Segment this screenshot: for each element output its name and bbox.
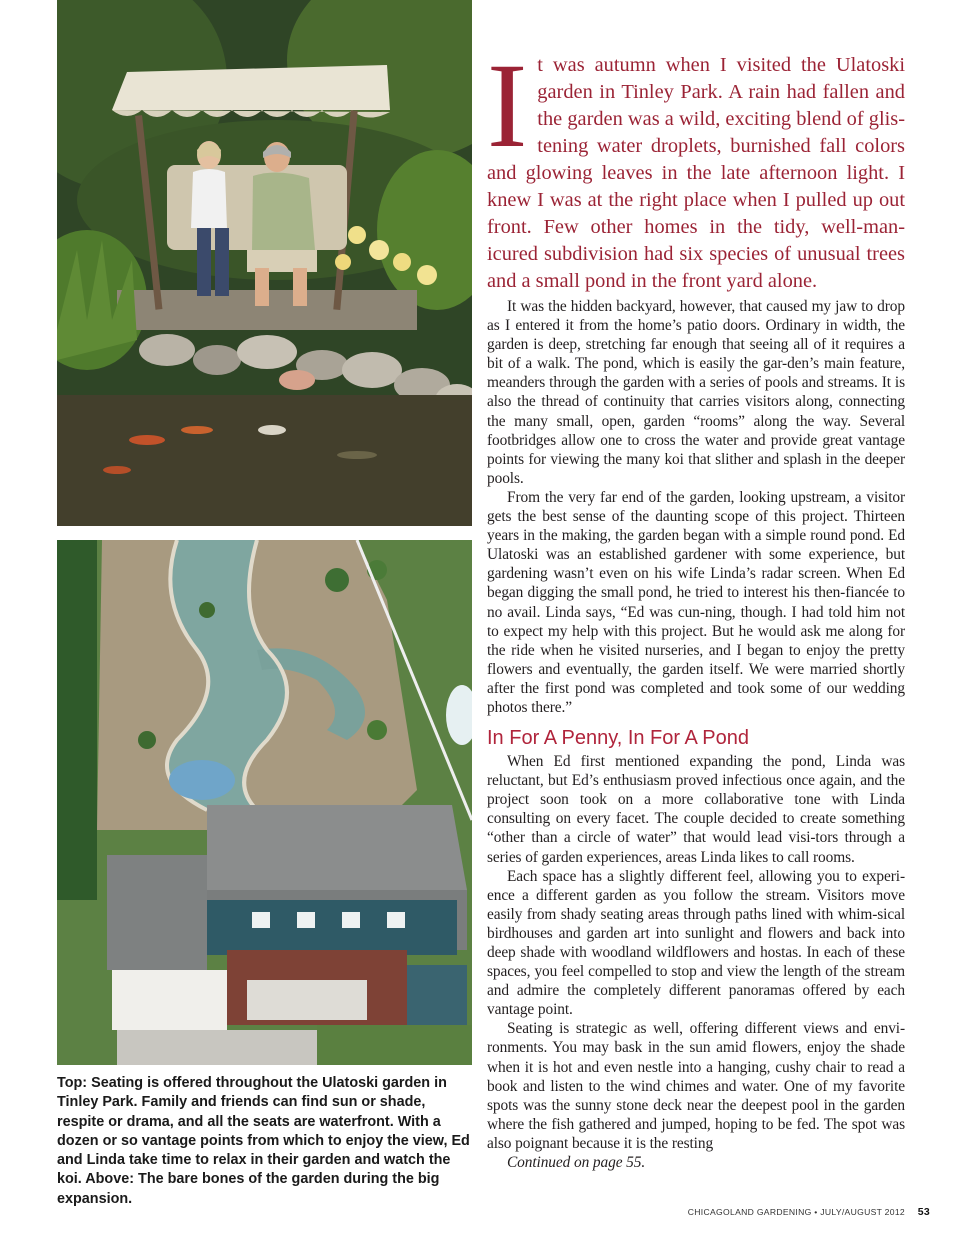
body-paragraph-3: When Ed first mentioned expanding the pond, Linda was reluctant, but Ed’s enthusiasm proved infectious once again, and the project soon took on a more collaborative tone with Linda consulting on every facet. The couple decided to create something “other than a circle of water” that would lead visi-tors through a series of garden experiences, areas Linda likes to call rooms. <box>487 753 905 866</box>
body-paragraph-5: Seating is strategic as well, offering different views and envi-ronments. You may bask in the sun amid flowers, enjoy the shade when it is hot and even nestle into a hanging, cushy chair to read a book and listen to the wind chimes and water. One of my favorite spots was the sunny stone deck near the deepest pool in the garden where the fish gathered and jumped, hoping to be fed. The spot was also poignant because it is the resting <box>487 1020 905 1152</box>
photo-caption: Top: Seating is offered throughout the Ulatoski garden in Tinley Park. Family and friends can find sun or shade, respite or drama, and all the seats are waterfront. With a dozen or so vantage points from which to enjoy the view, Ed and Linda take time to relax in their garden and watch the koi. Above: The bare bones of the garden during the big expansion. <box>57 1075 470 1207</box>
footer-separator: • <box>814 1207 818 1217</box>
article-body <box>487 297 905 1172</box>
publication-name: CHICAGOLAND GARDENING <box>687 1207 812 1217</box>
aerial-garden-photo <box>57 540 472 1065</box>
section-subhead: In For A Penny, In For A Pond <box>487 727 750 750</box>
article-column <box>487 39 905 1172</box>
body-paragraph-1: It was the hidden backyard, however, that caused my jaw to drop as I entered it from the home’s patio doors. Ordinary in width, the garden is deep, stretching far enough that seeing all of it requires a bit of a walk. The pond, which is easily the gar-den’s main feature, meanders through the garden with a series of pools and streams. It is also the thread of continuity that carries visitors along, connecting the many small, open, garden “rooms” along the way. Several footbridges allow one to cross the water and provide great vantage points for viewing the many koi that slither and splash in the deeper pools. <box>487 298 905 487</box>
body-paragraph-4: Each space has a slightly different feel, allowing you to experi-ence a different garden as you follow the stream. Visitors move easily from shady seating areas through paths lined with whim-sical birdhouses and garden art into sunlight and flowers and back into deep shade with woodland wildflowers and hostas. In each of these spaces, you feel compelled to stop and view the length of the stream and admire the completely different panoramas offered by each vantage point. <box>487 867 905 1019</box>
garden-swing-photo <box>57 0 472 526</box>
lede-paragraph <box>487 39 905 295</box>
page-footer <box>600 1206 930 1218</box>
issue-date: JULY/AUGUST 2012 <box>820 1207 906 1217</box>
continued-note: Continued on page 55. <box>507 1154 646 1172</box>
lede-text: t was autumn when I visited the Ulatoski garden in Tinley Park. A rain had fallen and the garden was a wild, exciting blend of glis-tening water droplets, burnished fall colors and glowing leaves in the late afternoon light. I knew I was at the right place when I pulled up out front. Few other homes in the tidy, well-man-icured subdivision had six species of unusual trees and a small pond in the front yard alone. <box>487 54 905 292</box>
body-paragraph-2: From the very far end of the garden, looking upstream, a visitor gets the best sense of the daunting scope of this project. Thirteen years in the making, the garden began with a simple round pond. Ed Ulatoski was an established gardener with some experience, but gardening wasn’t even on his wife Linda’s radar screen. When Ed began digging the small pond, he tried to interest his then-fiancée to no avail. Linda says, “Ed was cun-ning, though. I had told him not to expect my help with this project. But he would ask me along for the ride when he visited nurseries, and I began to enjoy the pretty flowers and eventually, the garden itself. We were married shortly after the first pond was completed and took some of our wedding photos there.” <box>487 488 905 716</box>
page-number: 53 <box>917 1206 930 1218</box>
drop-cap: I <box>487 39 528 173</box>
